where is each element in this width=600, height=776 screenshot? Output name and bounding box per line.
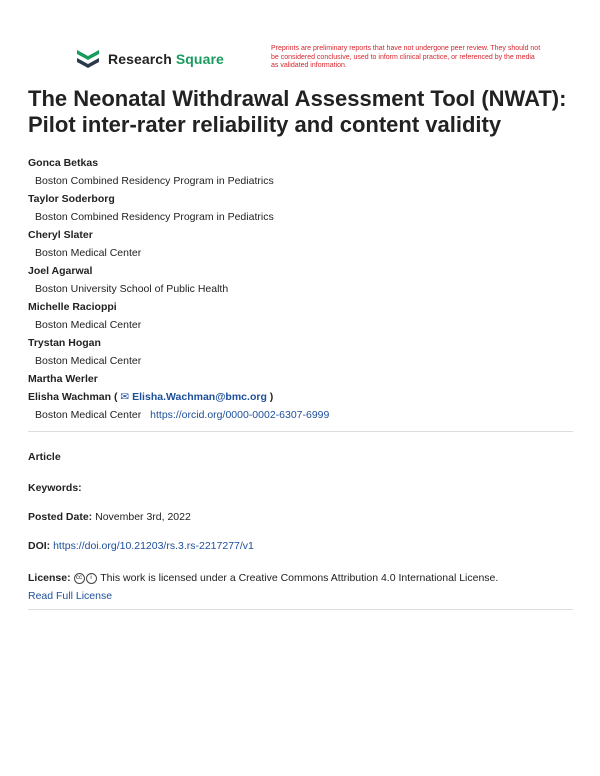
orcid-link[interactable]: https://orcid.org/0000-0002-6307-6999 <box>150 409 330 421</box>
author-affiliation: Boston Medical Center <box>35 247 142 259</box>
author-affiliation: Boston Medical Center <box>35 409 142 421</box>
email-text: Elisha.Wachman@bmc.org <box>132 391 267 403</box>
author-name: Trystan Hogan <box>28 337 101 349</box>
preprint-disclaimer: Preprints are preliminary reports that have not undergone peer review. They should not be considered conclusive, used to inform clinical practice, or referenced by the media as validated information. <box>271 45 541 69</box>
corresponding-author-name: Elisha Wachman <box>28 391 112 403</box>
article-type: Article <box>28 451 61 463</box>
posted-date: November 3rd, 2022 <box>95 511 191 523</box>
author-name: Gonca Betkas <box>28 157 99 169</box>
author-affiliation: Boston Combined Residency Program in Pediatrics <box>35 175 274 187</box>
email-link[interactable] <box>120 391 266 403</box>
envelope-icon: ✉ <box>120 391 130 403</box>
doi-label: DOI: <box>28 540 51 552</box>
keywords-label: Keywords: <box>28 482 82 494</box>
research-square-logo-icon <box>75 47 102 71</box>
creative-commons-icon: cc <box>74 573 85 584</box>
license-text: This work is licensed under a Creative Commons Attribution 4.0 International License. <box>100 572 499 584</box>
doi-link[interactable]: https://doi.org/10.21203/rs.3.rs-2217277/v1 <box>53 540 254 552</box>
author-affiliation: Boston Medical Center <box>35 355 142 367</box>
author-name: Cheryl Slater <box>28 229 93 241</box>
research-square-logo[interactable] <box>75 47 224 71</box>
license-row <box>28 569 573 605</box>
author-list <box>28 154 578 424</box>
doi-row <box>28 540 254 552</box>
license-label: License: <box>28 572 71 584</box>
posted-date-row <box>28 511 191 523</box>
logo-word-square: Square <box>175 51 224 67</box>
author-affiliation: Boston Medical Center <box>35 319 142 331</box>
author-name: Joel Agarwal <box>28 265 93 277</box>
divider <box>28 609 573 610</box>
corresponding-author-affiliation-row <box>28 406 578 424</box>
author-name: Taylor Soderborg <box>28 193 115 205</box>
posted-date-label: Posted Date: <box>28 511 93 523</box>
read-full-license-link[interactable]: Read Full License <box>28 590 113 602</box>
attribution-icon: i <box>86 573 97 584</box>
logo-word-research: Research <box>108 51 172 67</box>
page-title: The Neonatal Withdrawal Assessment Tool (NWAT): Pilot inter-rater reliability and content validity <box>28 86 567 137</box>
divider <box>28 431 573 432</box>
corresponding-author: Elisha Wachman ( ✉ Elisha.Wachman@bmc.org ) <box>28 391 274 403</box>
author-affiliation: Boston University School of Public Health <box>35 283 229 295</box>
author-affiliation: Boston Combined Residency Program in Pediatrics <box>35 211 274 223</box>
author-name: Michelle Racioppi <box>28 301 117 313</box>
author-name: Martha Werler <box>28 373 98 385</box>
logo-text <box>108 51 224 67</box>
